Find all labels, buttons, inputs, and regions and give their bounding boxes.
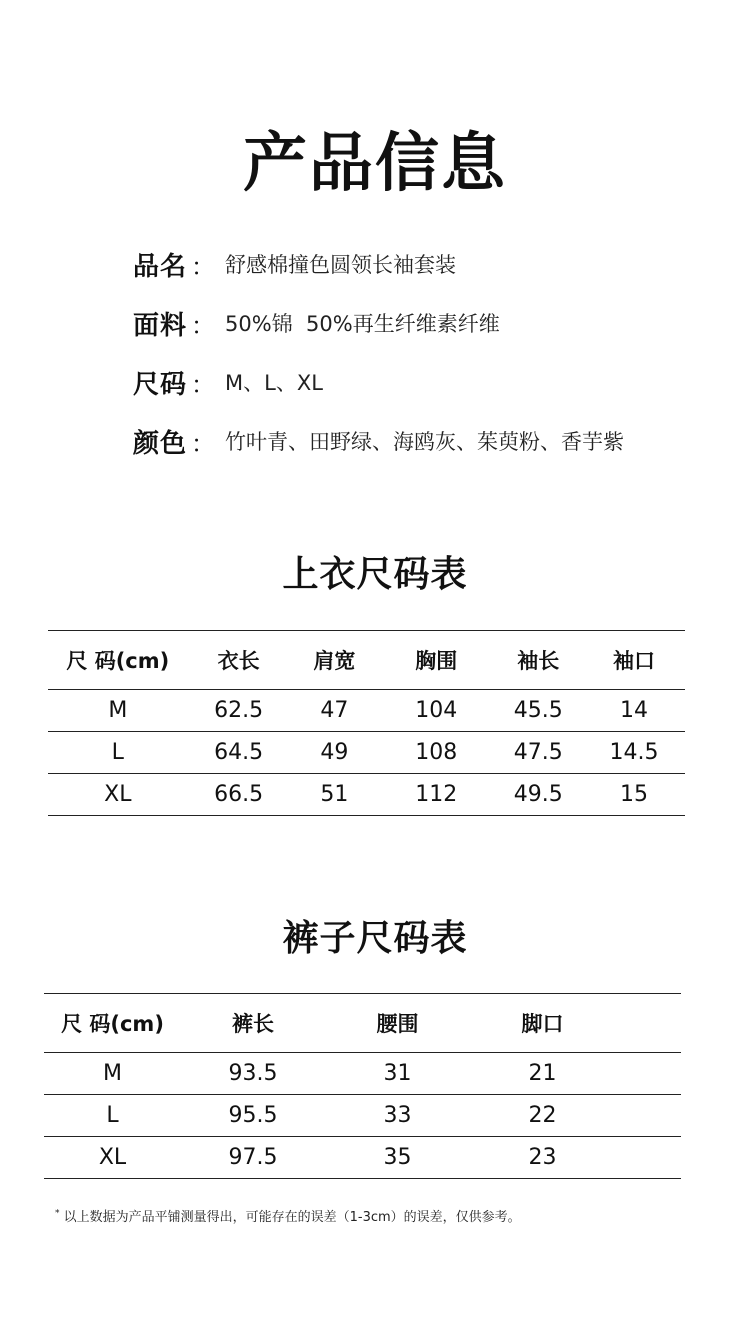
table-cell: 93.5 <box>181 1053 325 1095</box>
table-cell: 35 <box>325 1137 470 1179</box>
table-cell <box>615 1053 681 1095</box>
info-label: 面料 <box>133 310 188 341</box>
info-label: 颜色 <box>133 428 188 459</box>
info-row-color <box>133 421 624 461</box>
table-cell: 108 <box>379 732 493 774</box>
top-size-table <box>48 630 685 816</box>
info-value: 50%锦 50%再生纤维素纤维 <box>225 312 500 336</box>
table-cell: XL <box>48 774 188 816</box>
info-colon: ： <box>191 370 216 399</box>
info-row-size <box>133 362 323 402</box>
table-cell: 66.5 <box>188 774 290 816</box>
table-cell: 104 <box>379 690 493 732</box>
column-header: 肩宽 <box>290 631 380 690</box>
table-cell: L <box>44 1095 181 1137</box>
table-row <box>44 1137 681 1179</box>
table-cell: 47 <box>290 690 380 732</box>
table-cell: L <box>48 732 188 774</box>
column-header: 尺 码(cm) <box>44 994 181 1053</box>
table-row <box>48 732 685 774</box>
info-value: M、L、XL <box>225 371 323 395</box>
table-cell: 22 <box>470 1095 615 1137</box>
info-label: 尺码 <box>133 369 188 400</box>
table-cell: 49.5 <box>493 774 583 816</box>
table-cell: 31 <box>325 1053 470 1095</box>
table-cell: 21 <box>470 1053 615 1095</box>
table-cell: 95.5 <box>181 1095 325 1137</box>
table-row <box>44 1053 681 1095</box>
column-header: 尺 码(cm) <box>48 631 188 690</box>
table-row <box>44 1095 681 1137</box>
table-cell <box>615 1095 681 1137</box>
info-value: 舒感棉撞色圆领长袖套装 <box>225 253 457 277</box>
info-colon: ： <box>191 429 216 458</box>
table-header-row <box>48 631 685 690</box>
table-row <box>48 774 685 816</box>
footnote-text: 以上数据为产品平铺测量得出，可能存在的误差（1-3cm）的误差，仅供参考。 <box>63 1210 521 1225</box>
info-label: 品名 <box>133 251 188 282</box>
table-cell: 64.5 <box>188 732 290 774</box>
table-cell: M <box>44 1053 181 1095</box>
table-cell: 45.5 <box>493 690 583 732</box>
info-colon: ： <box>191 252 216 281</box>
column-header: 袖长 <box>493 631 583 690</box>
table-cell: 62.5 <box>188 690 290 732</box>
table-cell: 14.5 <box>583 732 685 774</box>
table-header-row <box>44 994 681 1053</box>
footnote <box>55 1206 521 1225</box>
column-header <box>615 994 681 1053</box>
pants-size-table <box>44 993 681 1179</box>
table-cell <box>615 1137 681 1179</box>
table-cell: 51 <box>290 774 380 816</box>
table-cell: M <box>48 690 188 732</box>
footnote-star: * <box>55 1208 60 1219</box>
table-cell: 14 <box>583 690 685 732</box>
page-title: 产品信息 <box>243 127 507 201</box>
info-value: 竹叶青、田野绿、海鸥灰、茱萸粉、香芋紫 <box>225 430 625 454</box>
column-header: 胸围 <box>379 631 493 690</box>
pants-size-table-title: 裤子尺码表 <box>282 918 468 959</box>
table-cell: 112 <box>379 774 493 816</box>
table-cell: XL <box>44 1137 181 1179</box>
table-cell: 49 <box>290 732 380 774</box>
table-row <box>48 690 685 732</box>
info-row-name <box>133 244 456 284</box>
info-colon: ： <box>191 311 216 340</box>
column-header: 腰围 <box>325 994 470 1053</box>
column-header: 衣长 <box>188 631 290 690</box>
info-row-fabric <box>133 303 500 343</box>
table-cell: 47.5 <box>493 732 583 774</box>
column-header: 袖口 <box>583 631 685 690</box>
table-cell: 15 <box>583 774 685 816</box>
column-header: 脚口 <box>470 994 615 1053</box>
top-size-table-title: 上衣尺码表 <box>282 554 468 595</box>
column-header: 裤长 <box>181 994 325 1053</box>
table-cell: 23 <box>470 1137 615 1179</box>
table-cell: 33 <box>325 1095 470 1137</box>
table-cell: 97.5 <box>181 1137 325 1179</box>
